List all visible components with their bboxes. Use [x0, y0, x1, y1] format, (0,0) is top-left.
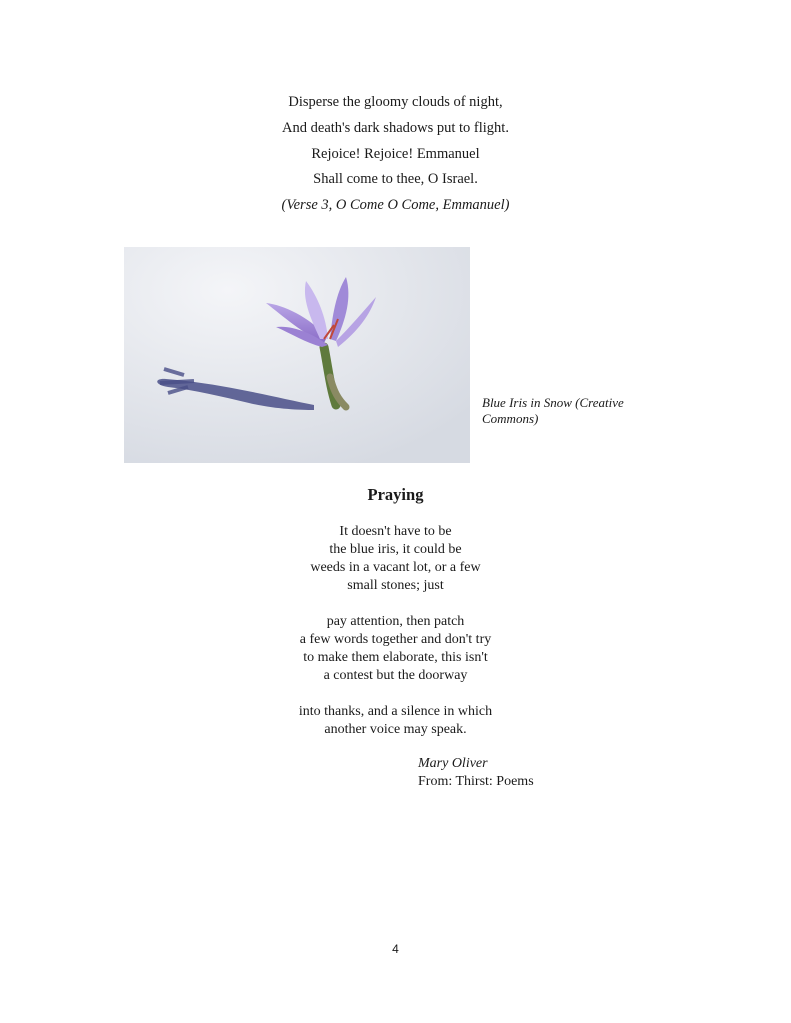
hymn-line: Rejoice! Rejoice! Emmanuel: [311, 145, 480, 162]
poem-stanza: [200, 613, 591, 685]
hymn-line: Shall come to thee, O Israel.: [313, 171, 478, 188]
hymn-line: Disperse the gloomy clouds of night,: [288, 94, 503, 110]
poem-line: a contest but the doorway: [323, 668, 468, 683]
poem-author: Mary Oliver: [418, 756, 488, 771]
poem-title: Praying: [367, 485, 424, 504]
image-caption: Blue Iris in Snow (Creative Commons): [482, 395, 624, 426]
poem-line: the blue iris, it could be: [329, 542, 462, 557]
poem-line: a few words together and don't try: [299, 632, 492, 647]
iris-in-snow-photo: [124, 247, 470, 463]
hymn-line: And death's dark shadows put to flight.: [282, 119, 509, 136]
poem-line: weeds in a vacant lot, or a few: [310, 560, 481, 575]
poem-line: pay attention, then patch: [326, 614, 465, 629]
poem-stanza: [200, 523, 591, 595]
poem-attribution: [418, 755, 534, 791]
poem-line: small stones; just: [347, 578, 444, 593]
poem-stanza: [200, 703, 591, 739]
hymn-source: (Verse 3, O Come O Come, Emmanuel): [281, 197, 510, 214]
poem-line: It doesn't have to be: [339, 524, 452, 539]
poem-line: another voice may speak.: [324, 722, 467, 737]
hymn-verse: [200, 90, 591, 219]
poem-line: to make them elaborate, this isn't: [303, 650, 488, 665]
iris-illustration: [124, 247, 470, 463]
page-number: 4: [392, 942, 399, 956]
poem-body: [200, 523, 591, 757]
poem-source: From: Thirst: Poems: [418, 774, 534, 789]
poem-line: into thanks, and a silence in which: [298, 704, 493, 719]
